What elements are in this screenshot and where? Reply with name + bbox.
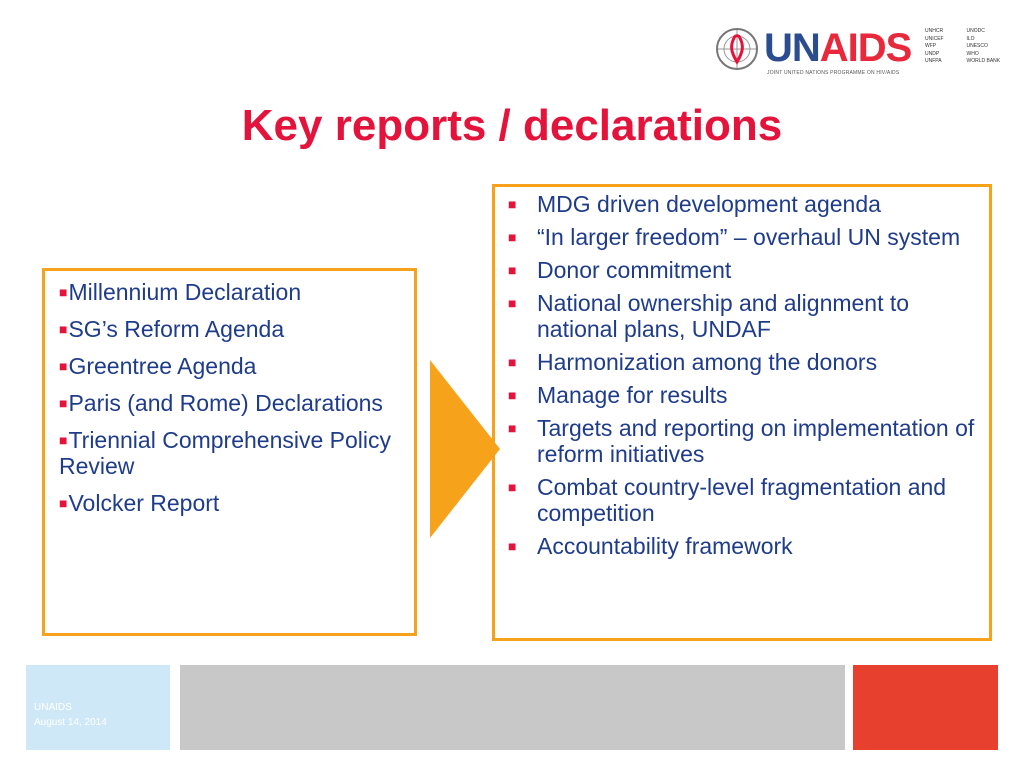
outcomes-list	[505, 191, 983, 559]
list-item: ■ Manage for results	[508, 382, 728, 408]
list-item: ■Volcker Report	[59, 490, 220, 516]
reports-list	[59, 279, 404, 516]
list-item: ■ Harmonization among the donors	[508, 349, 878, 375]
slide-title: Key reports / declarations	[241, 101, 783, 150]
cosponsor: ILO	[966, 35, 975, 42]
cosponsor: WORLD BANK	[966, 58, 1001, 64]
cosponsor: UNDP	[925, 50, 940, 57]
list-item: ■Paris (and Rome) Declarations	[59, 390, 383, 416]
square-bullet-icon: ■	[508, 295, 517, 311]
square-bullet-icon: ■	[508, 538, 517, 554]
list-item: ■Millennium Declaration	[59, 279, 302, 305]
footer-date: August 14, 2014	[34, 717, 107, 728]
list-item: ■ “In larger freedom” – overhaul UN system	[508, 224, 961, 250]
reports-box	[42, 268, 417, 636]
footer-red-block	[853, 665, 998, 750]
cosponsor: WFP	[925, 43, 937, 49]
square-bullet-icon: ■	[508, 229, 517, 245]
square-bullet-icon: ■	[59, 358, 68, 374]
cosponsor: UNFPA	[925, 58, 942, 64]
footer-org: UNAIDS	[34, 702, 72, 713]
list-item: ■ Combat country-level fragmentation and competition	[508, 474, 947, 526]
logo-cosponsors	[925, 28, 1000, 66]
square-bullet-icon: ■	[508, 262, 517, 278]
footer-info	[34, 700, 107, 730]
square-bullet-icon: ■	[59, 432, 68, 448]
square-bullet-icon: ■	[508, 196, 517, 212]
cosponsor: UNHCR	[925, 28, 944, 34]
unaids-logo	[714, 24, 1004, 76]
cosponsor: UNICEF	[925, 35, 944, 42]
list-item: ■Greentree Agenda	[59, 353, 257, 379]
list-item: ■ Accountability framework	[508, 533, 793, 559]
square-bullet-icon: ■	[59, 495, 68, 511]
list-item: ■ Donor commitment	[508, 257, 732, 283]
square-bullet-icon: ■	[59, 321, 68, 337]
logo-word-un: UN	[764, 26, 820, 70]
square-bullet-icon: ■	[508, 479, 517, 495]
cosponsor: UNODC	[966, 28, 985, 34]
square-bullet-icon: ■	[59, 395, 68, 411]
list-item: ■ MDG driven development agenda	[508, 191, 881, 217]
list-item: ■SG’s Reform Agenda	[59, 316, 285, 342]
logo-wordmark	[764, 24, 911, 72]
square-bullet-icon: ■	[508, 354, 517, 370]
square-bullet-icon: ■	[508, 387, 517, 403]
list-item: ■ Targets and reporting on implementation of reform initiatives	[508, 415, 975, 467]
list-item: ■Triennial Comprehensive Policy Review	[59, 427, 392, 479]
footer-gray-block	[180, 665, 845, 750]
logo-subtitle: JOINT UNITED NATIONS PROGRAMME ON HIV/AIDS	[767, 70, 900, 76]
un-emblem-icon	[714, 26, 760, 72]
chevron-right-arrow-icon	[430, 360, 500, 538]
square-bullet-icon: ■	[508, 420, 517, 436]
square-bullet-icon: ■	[59, 284, 68, 300]
cosponsor: UNESCO	[966, 43, 988, 49]
outcomes-box	[492, 184, 992, 641]
cosponsor: WHO	[966, 50, 979, 57]
list-item: ■ National ownership and alignment to national plans, UNDAF	[508, 290, 910, 342]
logo-word-aids: AIDS	[819, 26, 912, 70]
